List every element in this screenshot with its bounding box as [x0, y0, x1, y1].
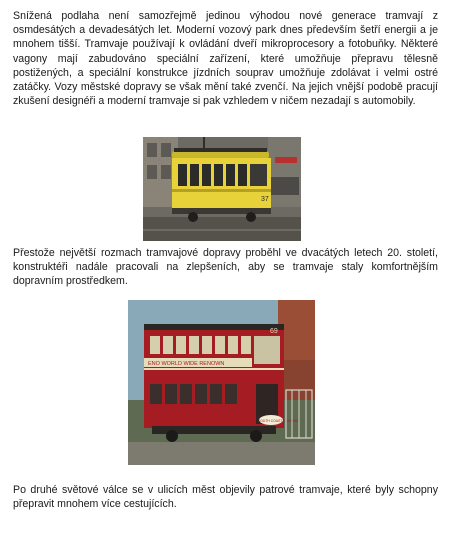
red-tram-lower-sign: SOUTH COAST TRAMWAY: [258, 419, 301, 423]
yellow-tram-fleet-number: 37: [261, 196, 269, 203]
red-tram-upper-sign: ENO WORLD WIDE RENOWN: [148, 361, 225, 367]
yellow-tram-photo: [143, 137, 301, 241]
red-tram-fleet-number: 69: [270, 328, 278, 335]
paragraph-double-deck: Po druhé světové válce se v ulicích měst objevily patrové tramvaje, které byly schopny přepravit mnohem více cestujících.: [13, 484, 438, 511]
red-double-deck-tram-photo: [128, 300, 315, 465]
paragraph-low-floor: Snížená podlaha není samozřejmě jedinou výhodou nové generace tramvají z osmdesátých a devadesátých let. Moderní vozový park dnes především šetří energii a je mnohem tišší. Tramvaje používají k ovládání dveří mikroprocesory a fotobuňky. Některé vagony mají zabudováno speciální zařízení, které umožňuje přepravu tělesně postižených, a speciální konstrukce jízdních souprav umožňuje zdolávat i velmi ostré zatáčky. Vozy městské dopravy se však mění také zvenčí. Na jejich vnější podobě pracují zkušení designéři a moderní tramvaje si pak vzhledem v ničem nezadají s automobily.: [13, 10, 438, 108]
paragraph-twenties: Přestože největší rozmach tramvajové dopravy proběhl ve dvacátých letech 20. století, konstruktéři nadále pracovali na zlepšeních, aby se tramvaje staly komfortnějším dopravním prostředkem.: [13, 247, 438, 288]
